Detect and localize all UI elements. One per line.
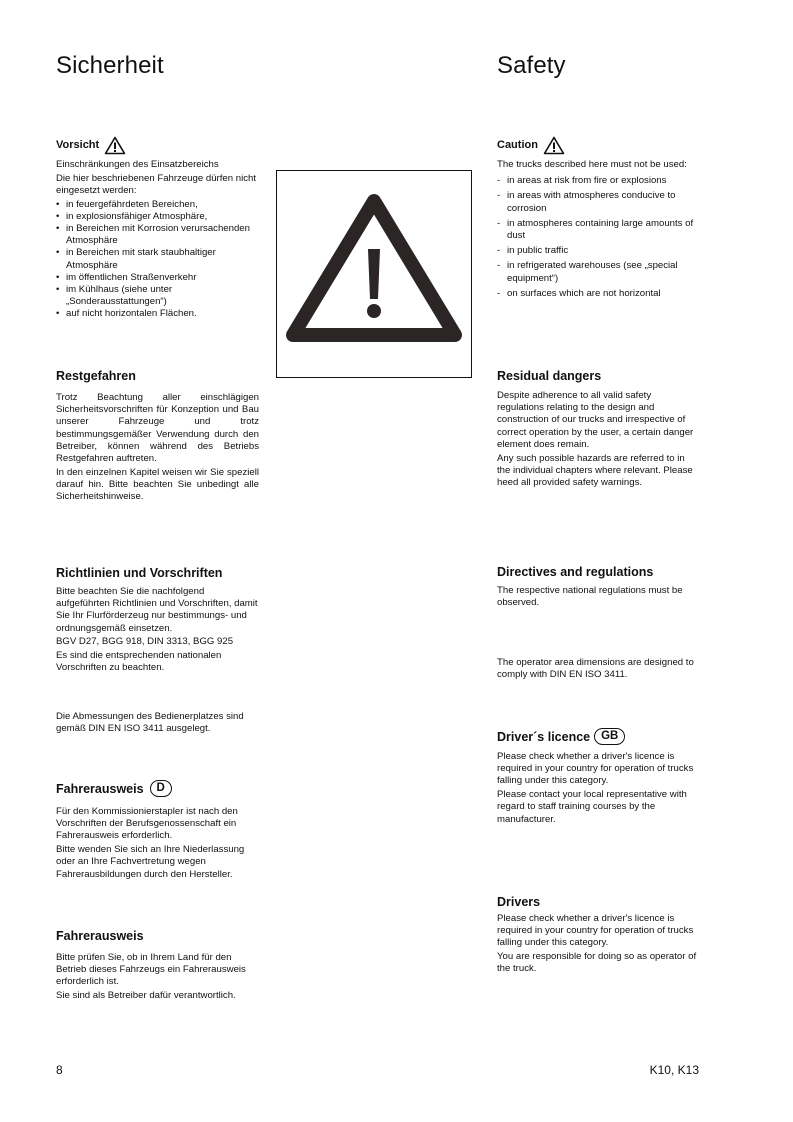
richtlinien-heading: Richtlinien und Vorschriften bbox=[56, 566, 223, 580]
vorsicht-intro: Die hier beschriebenen Fahrzeuge dürfen nicht eingesetzt werden: bbox=[56, 172, 256, 196]
section-vorsicht bbox=[56, 136, 259, 321]
list-item: - in areas at risk from fire or explosions bbox=[497, 175, 700, 187]
drivers-licence-heading: Driver´s licence bbox=[497, 729, 591, 744]
paragraph: Es sind die entsprechenden nationalen Vorschriften zu beachten. bbox=[56, 650, 222, 674]
paragraph: Please check whether a driver's licence is required in your country for operation of trucks falling under this category. bbox=[497, 751, 694, 787]
page-title-de: Sicherheit bbox=[56, 52, 164, 79]
list-item: - on surfaces which are not horizontal bbox=[497, 288, 700, 300]
section-drivers bbox=[497, 913, 700, 977]
section-richtlinien bbox=[56, 586, 259, 676]
list-item: • in Bereichen mit Korrosion verursachenden Atmosphäre bbox=[56, 223, 259, 247]
vorsicht-list bbox=[56, 199, 259, 321]
fahrerausweis-d-heading-row bbox=[56, 780, 172, 797]
page-title-en: Safety bbox=[497, 52, 566, 79]
paragraph: Für den Kommissionierstapler ist nach den Vorschriften der Berufsgenossenschaft ein Fahrerausweis erforderlich. bbox=[56, 806, 238, 842]
paragraph: Despite adherence to all valid safety regulations relating to the design and construction of our trucks and irrespective of correct operation by the user, a certain danger element does remain. bbox=[497, 390, 694, 450]
caution-heading: Caution bbox=[497, 139, 538, 152]
list-item: • in Bereichen mit stark staubhaltiger Atmosphäre bbox=[56, 247, 259, 271]
model-label: K10, K13 bbox=[649, 1063, 699, 1077]
warning-graphic-frame bbox=[276, 170, 472, 378]
residual-dangers-heading: Residual dangers bbox=[497, 369, 602, 383]
page-number: 8 bbox=[56, 1063, 63, 1077]
section-directives bbox=[497, 585, 700, 611]
paragraph: Any such possible hazards are referred to in the individual chapters where relevant. Please heed all provided safety warnings. bbox=[497, 452, 693, 488]
list-item: • auf nicht horizontalen Flächen. bbox=[56, 308, 259, 320]
restgefahren-heading: Restgefahren bbox=[56, 369, 136, 383]
fahrerausweis-heading: Fahrerausweis bbox=[56, 929, 144, 943]
caution-intro: The trucks described here must not be used: bbox=[497, 159, 687, 170]
paragraph: In den einzelnen Kapitel weisen wir Sie speziell darauf hin. Bitte beachten Sie unbedingt alle Sicherheitshinweise. bbox=[56, 466, 259, 503]
section-drivers-licence bbox=[497, 751, 700, 827]
paragraph: Bitte wenden Sie sich an Ihre Niederlassung oder an Ihre Fachvertretung wegen Fahrerausbildungen durch den Hersteller. bbox=[56, 844, 245, 880]
section-restgefahren bbox=[56, 392, 259, 505]
directives-heading: Directives and regulations bbox=[497, 565, 654, 579]
vorsicht-heading: Vorsicht bbox=[56, 139, 100, 152]
paragraph: Bitte beachten Sie die nachfolgend aufgeführten Richtlinien und Vorschriften, damit Sie Ihr Flurförderzeug nur bestimmungs- und ordnungsgemäß einsetzen. bbox=[56, 586, 258, 634]
section-caution bbox=[497, 136, 700, 303]
list-item: • in feuergefährdeten Bereichen, bbox=[56, 199, 259, 211]
list-item: - in public traffic bbox=[497, 245, 700, 257]
paragraph: You are responsible for doing so as operator of the truck. bbox=[497, 951, 697, 975]
list-item: - in refrigerated warehouses (see „special equipment“) bbox=[497, 260, 700, 284]
warning-triangle-icon bbox=[104, 136, 126, 155]
paragraph: Please contact your local representative with regard to staff training courses by the manufacturer. bbox=[497, 789, 687, 825]
section-fahrerausweis bbox=[56, 952, 259, 1004]
list-item: - in atmospheres containing large amounts of dust bbox=[497, 218, 700, 242]
warning-triangle-icon bbox=[277, 171, 471, 377]
list-item: • im öffentlichen Straßenverkehr bbox=[56, 272, 259, 284]
paragraph: Bitte prüfen Sie, ob in Ihrem Land für den Betrieb dieses Fahrzeugs ein Fahrerausweis erforderlich ist. bbox=[56, 952, 246, 988]
caution-list bbox=[497, 175, 700, 300]
section-fahrerausweis-d bbox=[56, 806, 259, 882]
list-item: - in areas with atmospheres conducive to corrosion bbox=[497, 190, 700, 214]
paragraph: The respective national regulations must be observed. bbox=[497, 585, 683, 609]
paragraph: BGV D27, BGG 918, DIN 3313, BGG 925 bbox=[56, 636, 234, 648]
operator-area-text bbox=[497, 657, 700, 683]
list-item: • im Kühlhaus (siehe unter „Sonderausstattungen“) bbox=[56, 284, 259, 308]
bedienerplatz-text bbox=[56, 711, 259, 737]
paragraph: Die Abmessungen des Bedienerplatzes sind gemäß DIN EN ISO 3411 ausgelegt. bbox=[56, 711, 244, 735]
country-badge-gb: GB bbox=[594, 728, 625, 745]
fahrerausweis-d-heading: Fahrerausweis bbox=[56, 781, 144, 796]
paragraph: Trotz Beachtung aller einschlägigen Sicherheitsvorschriften für Konzeption und Bau unserer Fahrzeuge und trotz bestimmungsgemäßer Verwendung durch den Betreiber, können während des Betriebs Restgefahren auftreten. bbox=[56, 392, 259, 465]
section-residual-dangers bbox=[497, 390, 700, 491]
paragraph: Please check whether a driver's licence is required in your country for operation of trucks falling under this category. bbox=[497, 913, 694, 949]
drivers-licence-heading-row bbox=[497, 728, 625, 745]
country-badge-d: D bbox=[150, 780, 172, 797]
vorsicht-subheading: Einschränkungen des Einsatzbereichs bbox=[56, 159, 219, 170]
list-item: • in explosionsfähiger Atmosphäre, bbox=[56, 211, 259, 223]
warning-triangle-icon bbox=[543, 136, 565, 155]
paragraph: The operator area dimensions are designed to comply with DIN EN ISO 3411. bbox=[497, 657, 694, 681]
drivers-heading: Drivers bbox=[497, 895, 541, 909]
paragraph: Sie sind als Betreiber dafür verantwortlich. bbox=[56, 990, 236, 1002]
